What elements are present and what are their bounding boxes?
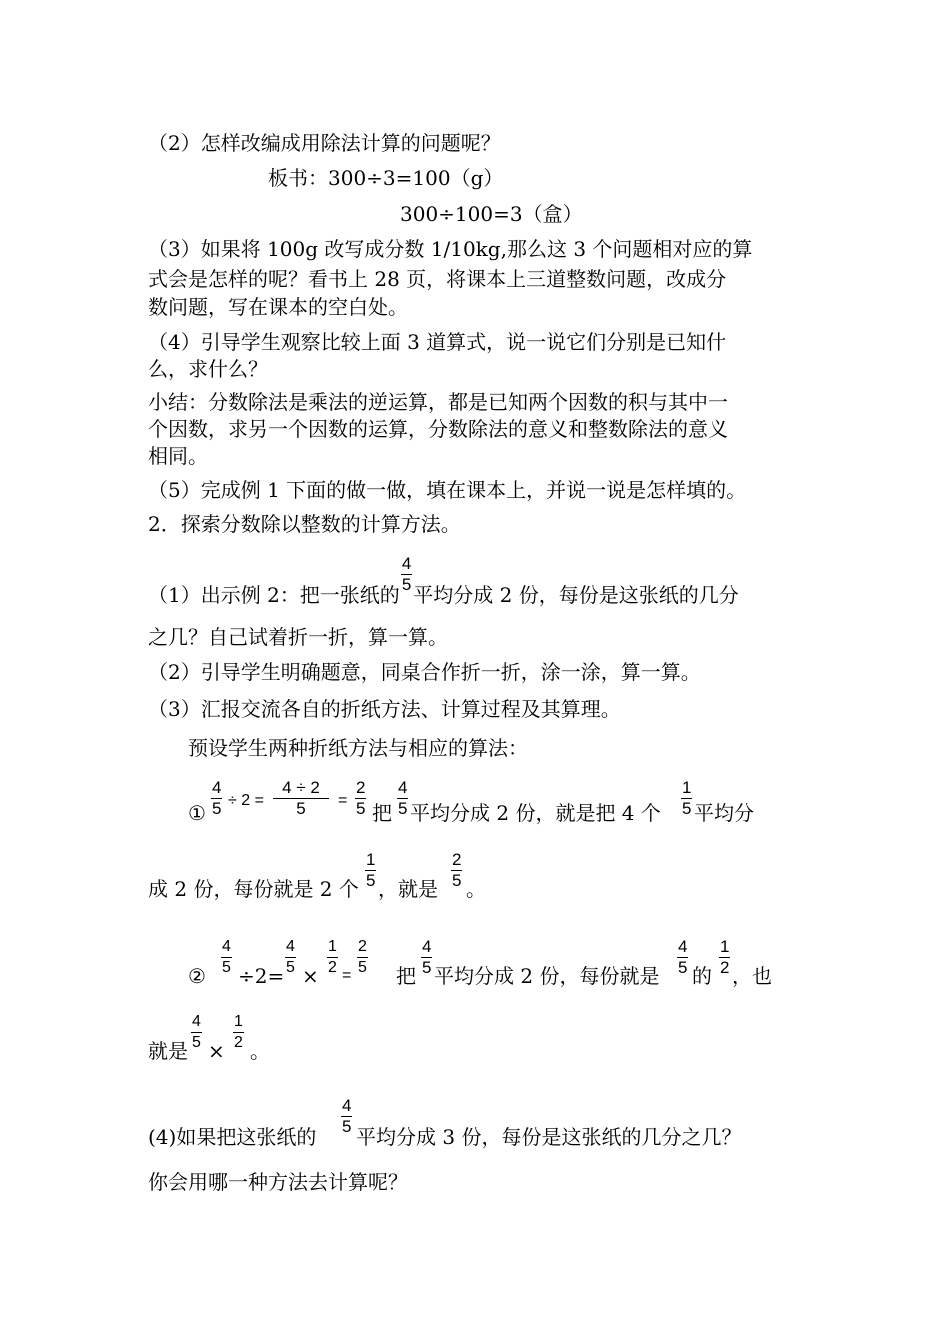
example-2-text-post: 平均分成 2 份，每份是这张纸的几分: [413, 583, 739, 607]
question-3-line-1: （3）如果将 100g 改写成分数 1/10kg,那么这 3 个问题相对应的算: [148, 237, 753, 261]
fraction-four-fifths: 4 5: [678, 937, 688, 977]
question-4b-text-pre: (4)如果把这张纸的: [148, 1125, 317, 1149]
step-3: （3）汇报交流各自的折纸方法、计算过程及其算理。: [148, 697, 621, 721]
method-2-text-f: 。: [250, 1039, 270, 1063]
fraction-four-fifths: 4 5: [192, 1013, 201, 1051]
summary-line-2: 个因数，求另一个因数的运算，分数除法的意义和整数除法的意义: [148, 417, 728, 441]
method-1-text-c: 平均分: [694, 801, 754, 825]
example-2-line-2: 之几？自己试着折一折，算一算。: [148, 625, 448, 649]
method-1-text-a: 把: [372, 801, 392, 825]
method-1-text-d: 成 2 份，每份就是 2 个: [148, 877, 359, 901]
fraction-one-fifth: 1 5: [682, 778, 692, 818]
method-2-circle: ②: [188, 964, 206, 988]
fraction-two-fifths: 2 5: [356, 778, 366, 818]
summary-line-3: 相同。: [148, 444, 208, 468]
method-intro: 预设学生两种折纸方法与相应的算法：: [188, 736, 528, 760]
fraction-four-fifths: 4 5: [212, 778, 222, 818]
question-5: （5）完成例 1 下面的做一做，填在课本上，并说一说是怎样填的。: [148, 478, 747, 502]
question-4-line-1: （4）引导学生观察比较上面 3 道算式，说一说它们分别是已知什: [148, 330, 727, 354]
summary-line-1: 小结：分数除法是乘法的逆运算，都是已知两个因数的积与其中一: [148, 390, 728, 414]
fraction-four-fifths: 4 5: [222, 938, 231, 976]
fraction-four-fifths: 4 5: [342, 1096, 352, 1136]
fraction-four-fifths: 4 5: [422, 937, 432, 977]
question-2: （2）怎样改编成用除法计算的问题呢？: [148, 131, 501, 155]
example-2-line-1: [148, 554, 739, 617]
example-2-text-pre: （1）出示例 2：把一张纸的: [148, 583, 400, 607]
question-3-line-3: 数问题，写在课本的空白处。: [148, 295, 408, 319]
method-2-text-c: 的: [692, 964, 712, 988]
fraction-four-fifths: 4 5: [398, 778, 408, 818]
step-2: （2）引导学生明确题意，同桌合作折一折，涂一涂，算一算。: [148, 660, 701, 684]
divide-two: ÷ 2 =: [228, 792, 264, 809]
times-sign: ×: [208, 1039, 225, 1063]
method-1-circle: ①: [188, 801, 206, 825]
equals-sign: =: [338, 792, 348, 809]
method-2-text-e: 就是: [148, 1039, 188, 1063]
method-2-text-d: ，也: [732, 964, 772, 988]
fraction-two-fifths: 2 5: [358, 938, 367, 976]
question-3-line-2: 式会是怎样的呢？看书上 28 页，将课本上三道整数问题，改成分: [148, 267, 727, 291]
method-1-text-e: ，就是: [378, 877, 438, 901]
fraction-one-half: 1 2: [720, 937, 730, 977]
fraction-one-half: 1 2: [328, 938, 337, 976]
fraction-four-fifths: $\frac{4}{5}$: [401, 554, 412, 594]
section-2-heading: 2．探索分数除以整数的计算方法。: [148, 512, 461, 536]
question-4b-line-2: 你会用哪一种方法去计算呢？: [148, 1170, 408, 1194]
times-sign: ×: [302, 964, 319, 988]
method-1-text-f: 。: [466, 877, 486, 901]
method-2-text-a: 把: [396, 964, 416, 988]
fraction-four-fifths: 4 5: [286, 938, 295, 976]
method-1-text-b: 平均分成 2 份，就是把 4 个: [410, 801, 661, 825]
board-writing-1: 板书：300÷3=100（g）: [268, 166, 504, 190]
fraction-one-fifth: 1 5: [366, 850, 376, 890]
board-writing-2: 300÷100=3（盒）: [400, 202, 583, 226]
method-2-text-b: 平均分成 2 份，每份就是: [434, 964, 660, 988]
fraction-4-div-2-over-5: 4 ÷ 2 5: [273, 778, 329, 819]
question-4b-text-post: 平均分成 3 份，每份是这张纸的几分之几？: [356, 1125, 742, 1149]
question-4-line-2: 么，求什么？: [148, 357, 268, 381]
divide-two: ÷2=: [238, 964, 285, 988]
equals-sign: =: [342, 967, 352, 984]
fraction-two-fifths: 2 5: [452, 850, 462, 890]
fraction-one-half: 1 2: [234, 1013, 243, 1051]
